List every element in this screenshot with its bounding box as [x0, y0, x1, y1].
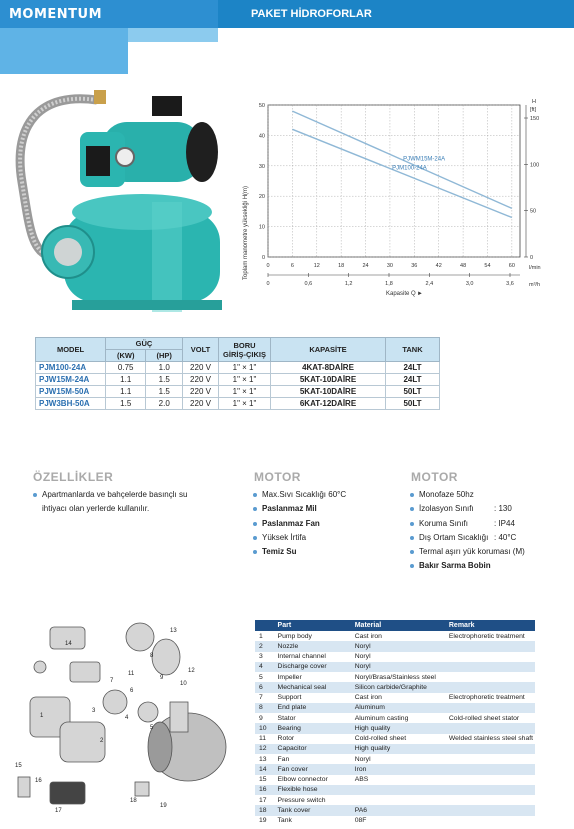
table-row [255, 785, 535, 795]
chart-x-units-bottom: m³/h [529, 282, 540, 288]
cell-remark [447, 775, 535, 785]
cell-model: PJW3BH-50A [36, 398, 106, 410]
motor1-item: Max.Sıvı Sıcaklığı 60°C [253, 488, 346, 502]
cell-hp: 1.5 [146, 386, 183, 398]
cell-no: 12 [255, 744, 276, 754]
motor2-item [410, 488, 525, 502]
motor2-title: MOTOR [411, 470, 458, 484]
col-tank: TANK [386, 338, 440, 362]
motor2-item-value: : 130 [494, 504, 512, 514]
cell-material: Noryl [353, 641, 447, 651]
cell-remark: Electrophoretic treatment [447, 631, 535, 641]
cell-material: Cast iron [353, 631, 447, 641]
table-row [36, 398, 440, 410]
chart-xlabel-arrow: ► [417, 291, 423, 297]
cell-boru: 1" × 1" [219, 362, 271, 374]
cell-material [353, 795, 447, 805]
table-row [255, 641, 535, 651]
exploded-parts-diagram [10, 617, 252, 822]
motor2-item [410, 559, 525, 573]
chart-y-units-right-ft: [ft] [530, 107, 537, 113]
cell-no: 4 [255, 662, 276, 672]
motor1-item: Paslanmaz Fan [253, 517, 346, 531]
cell-material: 08F [353, 816, 447, 826]
cell-no: 18 [255, 805, 276, 815]
cell-boru: 1" × 1" [219, 374, 271, 386]
col-boru: BORU GİRİŞ-ÇIKIŞ [219, 338, 271, 362]
motor2-item-label: İzolasyon Sınıfı [419, 504, 474, 514]
cell-remark [447, 764, 535, 774]
diagram-label: 4 [125, 715, 129, 721]
cell-remark [447, 703, 535, 713]
cell-no: 11 [255, 734, 276, 744]
cell-material: High quality [353, 744, 447, 754]
cell-no: 16 [255, 785, 276, 795]
diagram-label: 7 [110, 678, 114, 684]
diagram-label: 15 [15, 763, 22, 769]
motor2-item-value: : 40°C [494, 532, 517, 542]
cell-boru: 1" × 1" [219, 398, 271, 410]
cell-material: Noryl [353, 652, 447, 662]
chart-tick-label: 42 [435, 263, 442, 269]
header-decoration-small [128, 28, 218, 42]
motor2-item-value: : IP44 [494, 518, 515, 528]
cell-part: Flexible hose [276, 785, 353, 795]
cell-part: Impeller [276, 672, 353, 682]
cell-kapasite: 4KAT-8DAİRE [271, 362, 386, 374]
cell-no: 19 [255, 816, 276, 826]
chart-tick-label: 54 [484, 263, 491, 269]
cell-remark [447, 754, 535, 764]
table-row [255, 754, 535, 764]
cell-remark [447, 672, 535, 682]
col-guc: GÜÇ [106, 338, 183, 350]
table-row [255, 631, 535, 641]
cell-part: Mechanical seal [276, 682, 353, 692]
features-item-cont: ihtiyacı olan yerlerde kullanılır. [42, 504, 150, 514]
cell-material: Silicon carbide/Graphite [353, 682, 447, 692]
diagram-label: 19 [160, 803, 167, 809]
diagram-label: 9 [160, 675, 164, 681]
motor2-item [410, 531, 525, 545]
col-kapasite: KAPASİTE [271, 338, 386, 362]
cell-kw: 1.1 [106, 386, 146, 398]
col-volt: VOLT [183, 338, 219, 362]
cell-kapasite: 5KAT-10DAİRE [271, 374, 386, 386]
cell-no: 10 [255, 723, 276, 733]
cell-model: PJW15M-24A [36, 374, 106, 386]
cell-no: 9 [255, 713, 276, 723]
table-row [255, 662, 535, 672]
cell-remark [447, 805, 535, 815]
chart-tick-label: 150 [530, 116, 540, 123]
cell-kw: 0.75 [106, 362, 146, 374]
table-row [255, 764, 535, 774]
cell-kapasite: 6KAT-12DAİRE [271, 398, 386, 410]
cell-boru: 1" × 1" [219, 386, 271, 398]
cell-remark [447, 682, 535, 692]
chart-tick-label: 3,0 [465, 281, 474, 287]
features-item: Apartmanlarda ve bahçelerde basınçlı su [33, 488, 187, 502]
cell-remark [447, 744, 535, 754]
cell-no: 3 [255, 652, 276, 662]
pump-image [2, 82, 234, 332]
cell-tank: 50LT [386, 386, 440, 398]
cell-volt: 220 V [183, 386, 219, 398]
parts-table [255, 620, 535, 826]
chart-plot-area [268, 105, 520, 257]
diagram-label: 3 [92, 708, 96, 714]
chart-tick-label: 1,8 [385, 281, 393, 287]
cell-remark: Cold-rolled sheet stator [447, 713, 535, 723]
chart-tick-label: 0 [266, 281, 270, 287]
chart-tick-label: 30 [258, 163, 265, 170]
cell-remark [447, 816, 535, 826]
cell-no: 14 [255, 764, 276, 774]
cell-no: 15 [255, 775, 276, 785]
table-row [255, 805, 535, 815]
diagram-label: 14 [65, 641, 72, 647]
page-title: PAKET HİDROFORLAR [218, 0, 574, 28]
chart-tick-label: 30 [386, 263, 393, 269]
table-row [255, 744, 535, 754]
table-row [255, 775, 535, 785]
chart-tick-label: 0 [530, 255, 534, 261]
cell-part: Internal channel [276, 652, 353, 662]
cell-kw: 1.5 [106, 398, 146, 410]
cell-material: ABS [353, 775, 447, 785]
cell-remark [447, 785, 535, 795]
chart-tick-label: 6 [290, 263, 294, 269]
col-remark: Remark [447, 620, 535, 631]
cell-material [353, 785, 447, 795]
table-row [255, 682, 535, 692]
motor1-list [253, 488, 346, 559]
diagram-label: 8 [150, 653, 154, 659]
cell-kw: 1.1 [106, 374, 146, 386]
diagram-label: 11 [128, 671, 135, 677]
cell-tank: 24LT [386, 374, 440, 386]
cell-remark [447, 641, 535, 651]
diagram-label: 18 [130, 798, 137, 804]
cell-hp: 1.0 [146, 362, 183, 374]
cell-remark [447, 795, 535, 805]
table-row [36, 362, 440, 374]
cell-remark [447, 652, 535, 662]
table-row [255, 795, 535, 805]
cell-tank: 24LT [386, 362, 440, 374]
cell-no: 8 [255, 703, 276, 713]
cell-part: Discharge cover [276, 662, 353, 672]
motor1-item: Temiz Su [253, 545, 346, 559]
diagram-label: 16 [35, 778, 42, 784]
chart-tick-label: 1,2 [344, 281, 353, 287]
diagram-label: 10 [180, 681, 187, 687]
motor1-item: Paslanmaz Mil [253, 502, 346, 516]
table-row [255, 693, 535, 703]
motor2-item [410, 545, 525, 559]
cell-part: Support [276, 693, 353, 703]
chart-ylabel: Toplam manometre yüksekliği H(m) [243, 185, 249, 280]
motor1-title: MOTOR [254, 470, 301, 484]
chart-tick-label: 0,6 [304, 281, 313, 287]
motor2-item [410, 517, 525, 531]
cell-hp: 1.5 [146, 374, 183, 386]
chart-tick-label: 20 [258, 194, 265, 201]
diagram-label: 2 [100, 738, 104, 744]
cell-no: 17 [255, 795, 276, 805]
chart-xlabel: Kapasite Q [386, 291, 416, 297]
chart-tick-label: 24 [362, 263, 369, 269]
motor2-item-label: Bakır Sarma Bobin [419, 561, 491, 571]
cell-no: 2 [255, 641, 276, 651]
cell-part: Bearing [276, 723, 353, 733]
cell-part: Pump body [276, 631, 353, 641]
chart-tick-label: 60 [508, 263, 515, 269]
table-row [255, 713, 535, 723]
cell-volt: 220 V [183, 374, 219, 386]
diagram-label: 13 [170, 628, 177, 634]
performance-chart [238, 95, 574, 305]
motor2-item-label: Termal aşırı yük koruması (M) [419, 547, 525, 557]
chart-series-label: PJM100-24A [392, 165, 427, 172]
cell-material: High quality [353, 723, 447, 733]
cell-material: Iron [353, 764, 447, 774]
chart-tick-label: 36 [411, 263, 418, 269]
cell-material: Noryl/Brasa/Stainless steel [353, 672, 447, 682]
col-kw: (KW) [106, 350, 146, 362]
motor1-item: Yüksek İrtifa [253, 531, 346, 545]
cell-remark [447, 723, 535, 733]
cell-tank: 50LT [386, 398, 440, 410]
chart-tick-label: 100 [530, 162, 540, 169]
diagram-label: 1 [40, 713, 44, 719]
cell-no: 5 [255, 672, 276, 682]
diagram-label: 12 [188, 668, 195, 674]
cell-part: End plate [276, 703, 353, 713]
table-row [255, 723, 535, 733]
cell-hp: 2.0 [146, 398, 183, 410]
cell-remark: Welded stainless steel shaft [448, 735, 533, 743]
cell-kapasite: 5KAT-10DAİRE [271, 386, 386, 398]
motor2-item-label: Koruma Sınıfı [419, 518, 468, 528]
cell-part: Elbow connector [276, 775, 353, 785]
features-title: ÖZELLİKLER [33, 470, 114, 484]
cell-model: PJM100-24A [36, 362, 106, 374]
cell-volt: 220 V [183, 362, 219, 374]
cell-material: Noryl [353, 662, 447, 672]
chart-y-units-right-h: H [532, 99, 536, 105]
cell-material: Aluminum [353, 703, 447, 713]
col-part: Part [276, 620, 353, 631]
motor2-item [410, 502, 525, 516]
cell-material: PA6 [353, 805, 447, 815]
cell-part: Tank [276, 816, 353, 826]
cell-model: PJW15M-50A [36, 386, 106, 398]
chart-tick-label: 48 [460, 263, 467, 269]
table-row [36, 386, 440, 398]
table-row [255, 816, 535, 826]
chart-tick-label: 18 [338, 263, 345, 269]
brand-logo: MOMENTUM [0, 0, 218, 28]
features-list [33, 488, 187, 517]
chart-tick-label: 0 [261, 255, 265, 261]
cell-part: Capacitor [276, 744, 353, 754]
cell-part: Stator [276, 713, 353, 723]
table-row [255, 734, 535, 744]
diagram-label: 5 [150, 725, 154, 731]
chart-series-label: PJWM15M-24A [403, 156, 446, 163]
cell-material: Cast iron [353, 693, 447, 703]
cell-part: Rotor [276, 734, 353, 744]
cell-part: Pressure switch [276, 795, 353, 805]
cell-material: Cold-rolled sheet [353, 734, 447, 744]
cell-part: Nozzle [276, 641, 353, 651]
col-hp: (HP) [146, 350, 183, 362]
chart-tick-label: 50 [530, 208, 537, 215]
motor2-item-label: Dış Ortam Sıcaklığı [419, 532, 489, 542]
page-header [0, 0, 574, 28]
cell-remark [447, 662, 535, 672]
chart-tick-label: 3,6 [506, 281, 514, 287]
chart-tick-label: 0 [266, 263, 270, 269]
chart-tick-label: 2,4 [425, 281, 434, 287]
col-model: MODEL [36, 338, 106, 362]
cell-material: Noryl [353, 754, 447, 764]
col-material: Material [353, 620, 447, 631]
diagram-label: 17 [55, 808, 62, 814]
cell-remark: Electrophoretic treatment [447, 693, 535, 703]
header-decoration [0, 28, 128, 74]
cell-part: Fan [276, 754, 353, 764]
cell-no: 6 [255, 682, 276, 692]
chart-tick-label: 12 [313, 263, 320, 269]
cell-part: Fan cover [276, 764, 353, 774]
cell-no: 7 [255, 693, 276, 703]
cell-no: 1 [255, 631, 276, 641]
table-row [255, 672, 535, 682]
chart-tick-label: 40 [258, 133, 265, 140]
chart-x-units-top: l/min [529, 265, 541, 271]
cell-no: 13 [255, 754, 276, 764]
diagram-label: 6 [130, 688, 134, 694]
table-row [36, 374, 440, 386]
table-row [255, 652, 535, 662]
chart-tick-label: 10 [258, 224, 265, 231]
motor2-item-label: Monofaze 50hz [419, 490, 474, 499]
cell-volt: 220 V [183, 398, 219, 410]
table-row [255, 703, 535, 713]
cell-part: Tank cover [276, 805, 353, 815]
chart-tick-label: 50 [258, 103, 265, 109]
cell-material: Aluminum casting [353, 713, 447, 723]
spec-table [35, 337, 440, 410]
motor2-list [410, 488, 525, 574]
